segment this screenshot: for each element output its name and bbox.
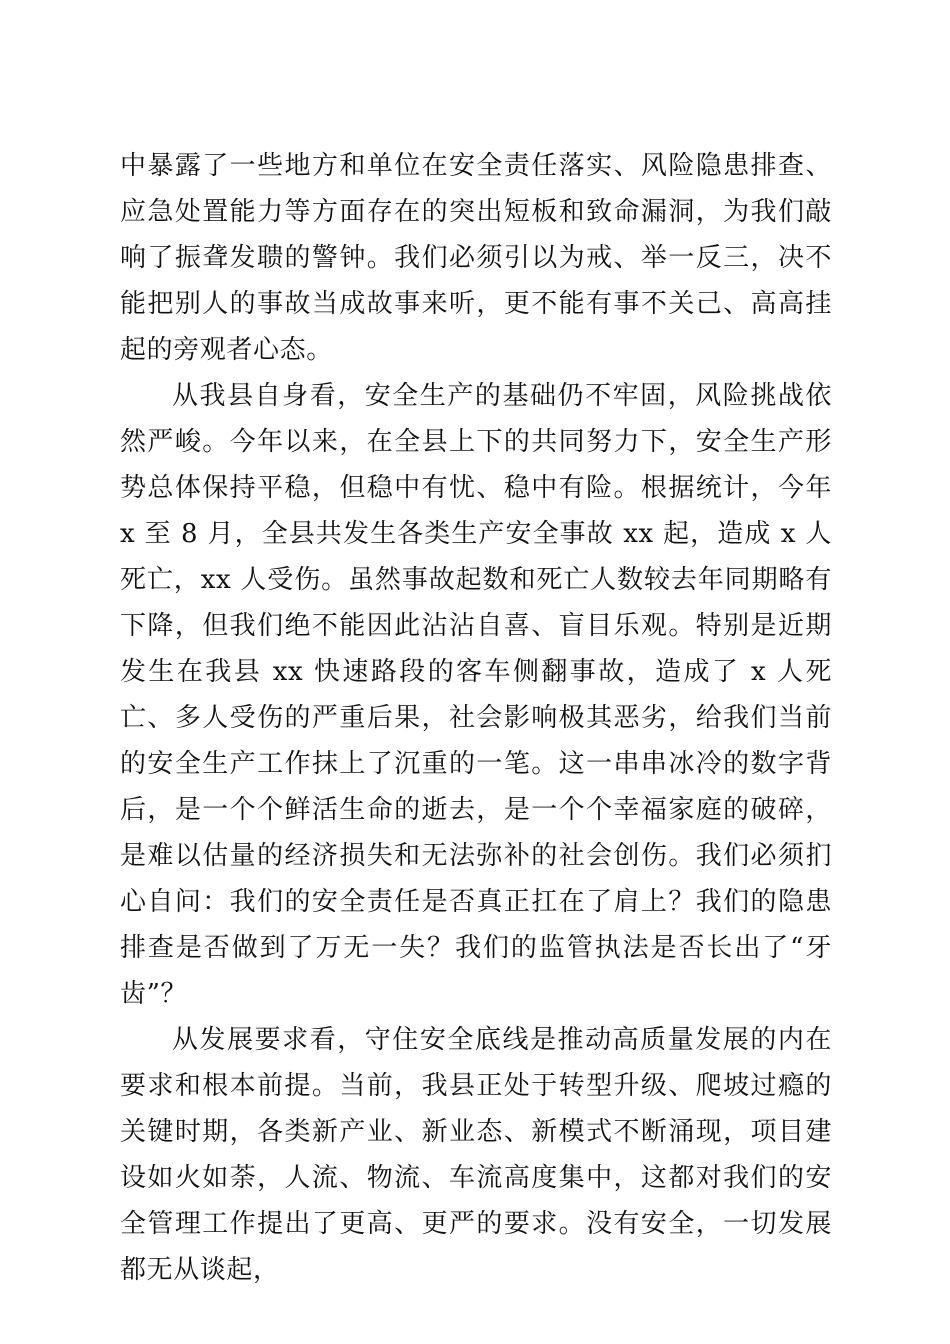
paragraph-development-requirements: 从发展要求看，守住安全底线是推动高质量发展的内在要求和根本前提。当前，我县正处于转型升级、爬坡过瘾的关键时期，各类新产业、新业态、新模式不断涌现，项目建设如火如荼，人流、物流、车流高度集中，这都对我们的安全管理工作提出了更高、更严的要求。没有安全，一切发展都无从谈起， (120, 1025, 832, 1285)
paragraph-continuation: 中暴露了一些地方和单位在安全责任落实、风险隐患排查、应急处置能力等方面存在的突出短板和致命漏洞，为我们敲响了振聋发聩的警钟。我们必须引以为戒、举一反三，决不能把别人的事故当成故事来听，更不能有事不关己、高高挂起的旁观者心态。 (120, 151, 832, 365)
document-page (120, 143, 832, 1293)
paragraph-local-situation: 从我县自身看，安全生产的基础仍不牢固，风险挑战依然严峻。今年以来，在全县上下的共同努力下，安全生产形势总体保持平稳，但稳中有忧、稳中有险。根据统计，今年 x 至 8 月，全县共发生各类生产安全事故 xx 起，造成 x 人死亡，xx 人受伤。虽然事故起数和死亡人数较去年同期略有下降，但我们绝不能因此沾沾自喜、盲目乐观。特别是近期发生在我县 xx 快速路段的客车侧翻事故，造成了 x 人死亡、多人受伤的严重后果，社会影响极其恶劣，给我们当前的安全生产工作抹上了沉重的一笔。这一串串冰冷的数字背后，是一个个鲜活生命的逝去，是一个个幸福家庭的破碎，是难以估量的经济损失和无法弥补的社会创伤。我们必须扪心自问：我们的安全责任是否真正扛在了肩上？我们的隐患排查是否做到了万无一失？我们的监管执法是否长出了“牙齿”？ (120, 381, 832, 1009)
